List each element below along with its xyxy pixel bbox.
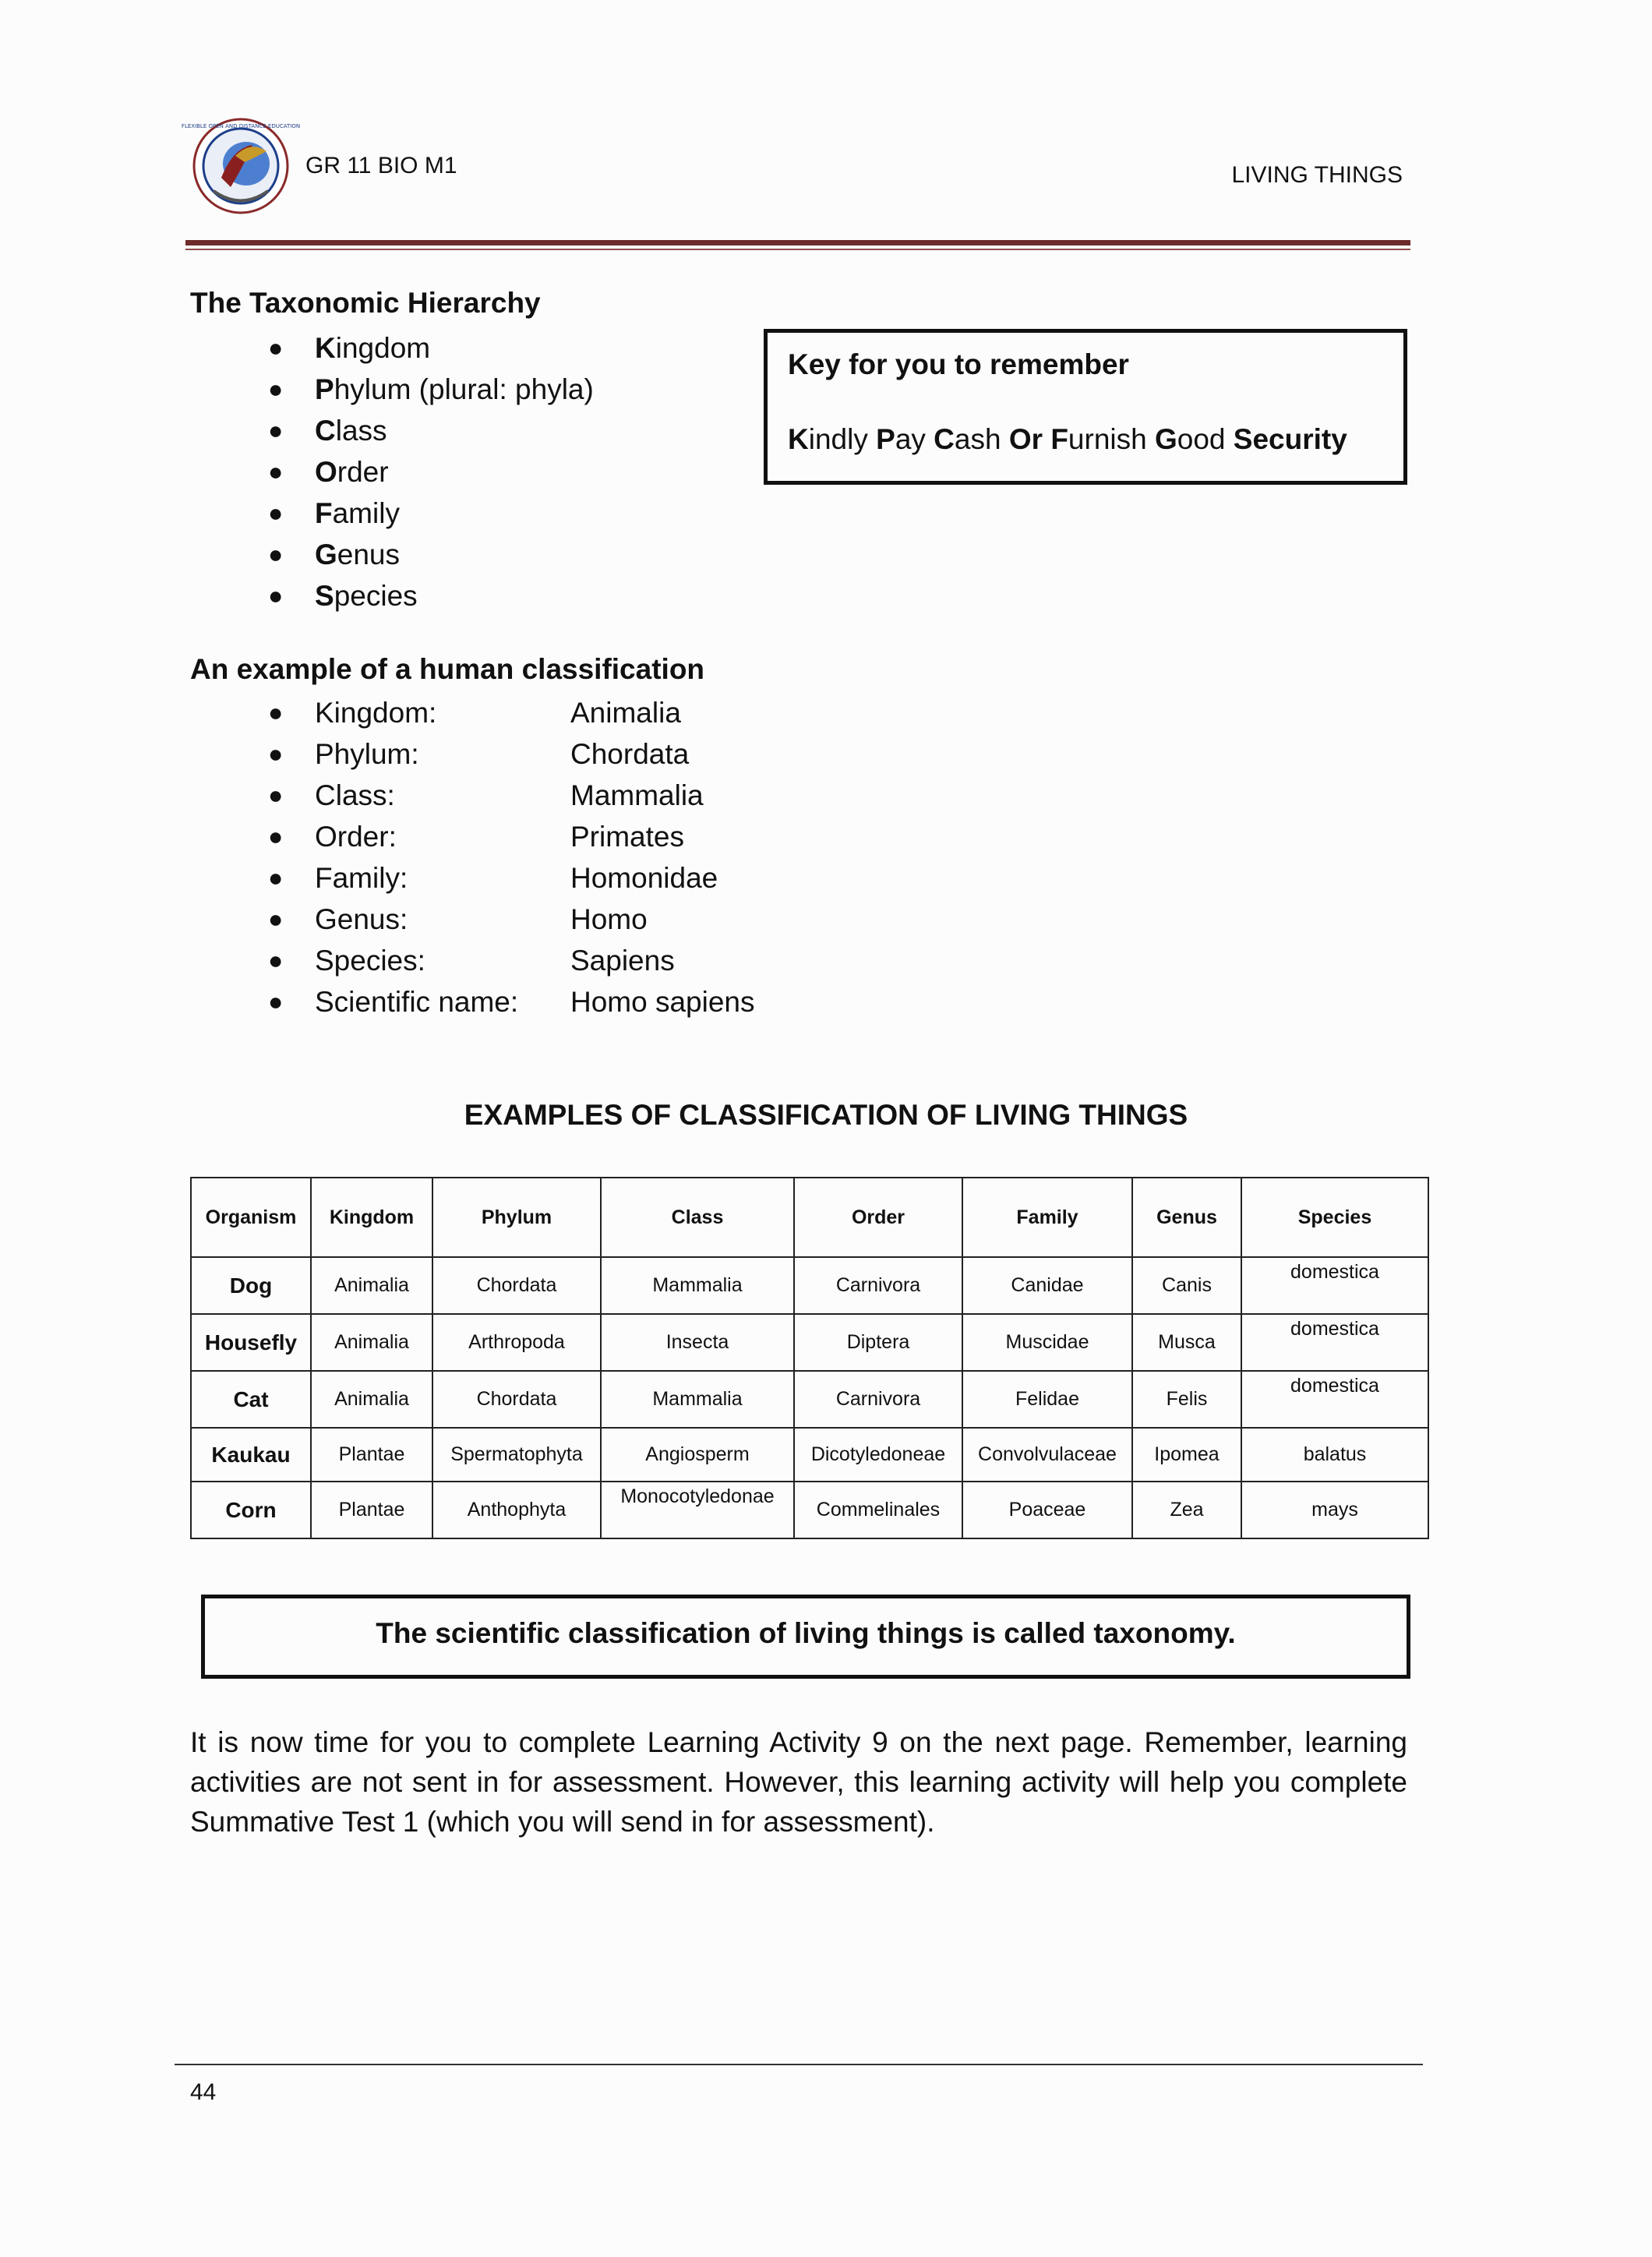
table-cell: Anthophyta	[432, 1482, 601, 1538]
table-cell: Canis	[1132, 1257, 1241, 1314]
human-classification-list	[190, 692, 891, 1023]
table-row	[191, 1371, 1428, 1428]
table-cell: Dicotyledoneae	[794, 1428, 962, 1482]
column-header: Order	[794, 1178, 962, 1257]
column-header: Genus	[1132, 1178, 1241, 1257]
header-rule	[185, 240, 1410, 245]
table-cell: domestica	[1241, 1371, 1428, 1428]
column-header: Species	[1241, 1178, 1428, 1257]
svg-text:FLEXIBLE OPEN AND DISTANCE EDU: FLEXIBLE OPEN AND DISTANCE EDUCATION	[181, 123, 301, 129]
table-cell: Monocotyledonae	[601, 1482, 794, 1538]
table-cell: Dog	[191, 1257, 311, 1314]
table-cell: Kaukau	[191, 1428, 311, 1482]
list-item: ● Class	[268, 415, 387, 447]
hierarchy-title: The Taxonomic Hierarchy	[190, 287, 541, 319]
column-header: Organism	[191, 1178, 311, 1257]
table-cell: domestica	[1241, 1257, 1428, 1314]
table-cell: Commelinales	[794, 1482, 962, 1538]
table-cell: Zea	[1132, 1482, 1241, 1538]
list-item: ● Class: Mammalia	[268, 779, 704, 811]
table-cell: Poaceae	[962, 1482, 1132, 1538]
mnemonic-title: Key for you to remember	[788, 348, 1129, 380]
table-cell: mays	[1241, 1482, 1428, 1538]
list-item: ● Order	[268, 456, 389, 488]
list-item: ● Kingdom	[268, 332, 431, 364]
list-item: ● Family	[268, 497, 400, 529]
table-cell: Chordata	[432, 1257, 601, 1314]
instruction-paragraph: It is now time for you to complete Learning Activity 9 on the next page. Remember, learning activities are not sent in for assessment. However, this learning activity will help you complete Summative Test 1 (which you will send in for assessment).	[190, 1726, 1407, 1838]
table-row	[191, 1314, 1428, 1371]
table-cell: Plantae	[311, 1428, 432, 1482]
table-cell: Chordata	[432, 1371, 601, 1428]
table-cell: Felidae	[962, 1371, 1132, 1428]
table-cell: balatus	[1241, 1428, 1428, 1482]
table-cell: Convolvulaceae	[962, 1428, 1132, 1482]
human-classification-title: An example of a human classification	[190, 653, 705, 685]
table-cell: Musca	[1132, 1314, 1241, 1371]
table-cell: Ipomea	[1132, 1428, 1241, 1482]
hierarchy-list	[190, 327, 736, 616]
list-item: ● Species	[268, 580, 418, 612]
table-cell: Muscidae	[962, 1314, 1132, 1371]
table-cell: Mammalia	[601, 1371, 794, 1428]
table-cell: Carnivora	[794, 1371, 962, 1428]
column-header: Class	[601, 1178, 794, 1257]
table-cell: Insecta	[601, 1314, 794, 1371]
table-cell: Diptera	[794, 1314, 962, 1371]
table-cell: Corn	[191, 1482, 311, 1538]
table-header-row	[191, 1178, 1428, 1257]
table-cell: Mammalia	[601, 1257, 794, 1314]
table-cell: Angiosperm	[601, 1428, 794, 1482]
table-cell: Cat	[191, 1371, 311, 1428]
list-item: ● Family: Homonidae	[268, 862, 718, 894]
list-item: ● Order: Primates	[268, 821, 684, 853]
table-cell: Animalia	[311, 1314, 432, 1371]
table-title: EXAMPLES OF CLASSIFICATION OF LIVING THINGS	[464, 1099, 1188, 1131]
institution-logo	[181, 117, 301, 215]
list-item: ● Scientific name: Homo sapiens	[268, 986, 755, 1018]
footer-rule	[175, 2064, 1423, 2065]
table-cell: Arthropoda	[432, 1314, 601, 1371]
table-cell: Plantae	[311, 1482, 432, 1538]
page-number: 44	[190, 2079, 217, 2105]
list-item: ● Species: Sapiens	[268, 945, 675, 977]
mnemonic-text: Kindly Pay Cash Or Furnish Good Security	[788, 423, 1347, 455]
module-title: LIVING THINGS	[1231, 162, 1403, 188]
list-item: ● Genus	[268, 539, 401, 570]
list-item: ● Kingdom: Animalia	[268, 697, 681, 729]
list-item: ● Genus: Homo	[268, 903, 648, 935]
table-cell: Animalia	[311, 1371, 432, 1428]
table-cell: Housefly	[191, 1314, 311, 1371]
column-header: Kingdom	[311, 1178, 432, 1257]
column-header: Family	[962, 1178, 1132, 1257]
table-cell: Animalia	[311, 1257, 432, 1314]
table-cell: Spermatophyta	[432, 1428, 601, 1482]
table-row	[191, 1482, 1428, 1538]
table-row	[191, 1257, 1428, 1314]
course-code: GR 11 BIO M1	[305, 153, 457, 178]
list-item: ● Phylum (plural: phyla)	[268, 373, 594, 405]
column-header: Phylum	[432, 1178, 601, 1257]
table-row	[191, 1428, 1428, 1482]
table-cell: Canidae	[962, 1257, 1132, 1314]
header-rule-thin	[185, 249, 1410, 250]
table-cell: Carnivora	[794, 1257, 962, 1314]
table-cell: Felis	[1132, 1371, 1241, 1428]
table-cell: domestica	[1241, 1314, 1428, 1371]
list-item: ● Phylum: Chordata	[268, 738, 690, 770]
classification-table	[190, 1177, 1429, 1539]
mnemonic-box	[764, 329, 1407, 485]
taxonomy-note: The scientific classification of living things is called taxonomy.	[201, 1595, 1410, 1679]
